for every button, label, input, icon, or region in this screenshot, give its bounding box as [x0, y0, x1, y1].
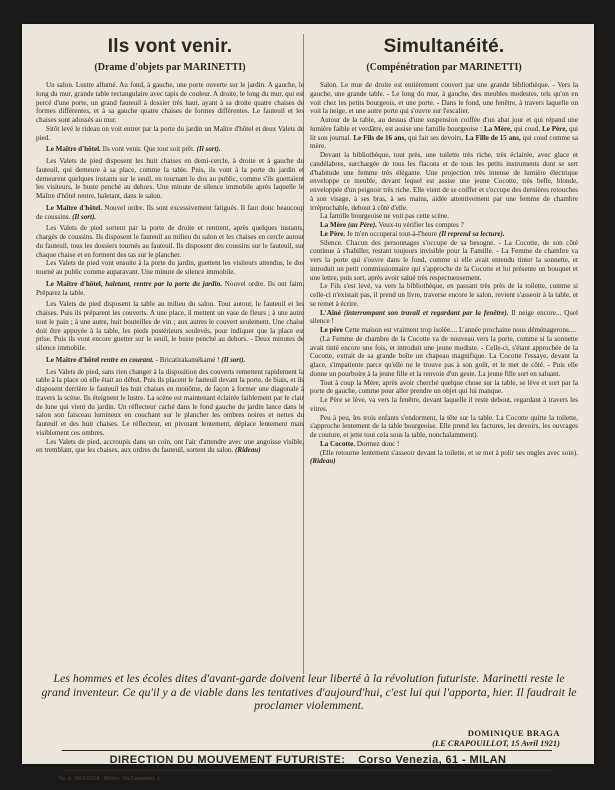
- play-text-left: [36, 81, 304, 455]
- left-column: [36, 36, 304, 455]
- stage-direction: (Il sort).: [196, 145, 221, 154]
- paragraph: [310, 151, 578, 212]
- paragraph-text: Autour de la table, au dessus d'une suspension coiffée d'un abat jour et qui répand une lumière faible et verdâtre, est assise une famille bourgeoise :: [310, 116, 578, 133]
- paragraph: [36, 157, 304, 201]
- paragraph-text: Il neige encore... Quel silence !: [310, 308, 578, 326]
- stage-direction: haletant, rentre par la porte du jardin.: [102, 279, 223, 288]
- paragraph-text: qui lit son journal.: [310, 124, 579, 142]
- stage-direction: (au Père).: [346, 221, 378, 229]
- paragraph-text: Ils vont venir. Que tout soit prêt.: [100, 145, 197, 154]
- stage-direction: (Il sort).: [72, 212, 97, 221]
- paragraph-text: qui coud comme sa mère.: [310, 133, 578, 151]
- stage-direction: (Il reprend sa lecture).: [438, 229, 505, 238]
- paragraph-text: Un salon. Lustre allumé. Au fond, à gauche, une porte ouverte sur le jardin. A gauche, le long du mur, grande table rectangulaire avec tapis de couleur. A droite, le long du mur, qui est percé d'une porte, un grand fauteuil à dossier très haut, ayant à sa droite quatre chaises de formes différentes, et à sa gauche quatre chaises de formes différentes. Le fauteuil et les chaises sont adossés au mur.: [36, 81, 304, 124]
- paragraph-text: Je m'en occuperai tout-à-l'heure: [345, 229, 439, 238]
- stage-direction: (Rideau): [234, 446, 261, 455]
- paragraph-text: (Elle retourne lentement s'asseoir devant la toilette, et se met à polir ses ongles avec soin).: [320, 448, 578, 457]
- direction-address: Corso Venezia, 61: [358, 754, 459, 766]
- paragraph: [310, 116, 578, 151]
- paragraph-text: Peu à peu, les trois enfants s'endorment, la tête sur la table. La Cocotte quitte la toilette, s'approche lentement de la table bourgeoise. Elle prend les factures, les devoirs, les ouvrages de couture, et jette tout cela sous la table, nonchalamment).: [310, 413, 578, 439]
- paragraph: [36, 125, 304, 143]
- paragraph: [310, 230, 578, 239]
- stage-direction: (interrompant son travail et regardant par la fenêtre).: [340, 308, 509, 317]
- paragraph-text: Silence. Chacun des personnages s'occupe de sa besogne. - La Cocotte, de son côté continue à s'habiller, restant toujours invisible pour la Famille. - La Femme de chambre va vers la porte qui s'ouvre dans le fond, comme si elle avait entendu tinter la sonnette, et introduit un petit commissionnaire qui s'approche de la Cocotte et lui présente un bouquet et une lettre, puis sort, après avoir salué très respectueusement.: [310, 238, 578, 282]
- play-text-right: [310, 81, 578, 466]
- paragraph-text: - Bricatirakamékamé !: [153, 355, 222, 364]
- speaker-name: Le Maître d'hôtel.: [46, 145, 101, 154]
- stage-direction: (Il sort).: [221, 355, 246, 364]
- paragraph: [310, 221, 578, 230]
- speaker-name: L'Aîné: [320, 308, 341, 317]
- direction-city: MILAN: [469, 754, 507, 766]
- paragraph: [310, 309, 578, 327]
- paragraph: [36, 81, 304, 125]
- paragraph: [310, 282, 578, 308]
- paragraph-text: Les Valets de pied sortent par la porte de droite et rentrent, après quelques instants, chargés de coussins. Ils disposent le fauteuil au milieu du salon et les chaises en cercle autour du fauteuil, tous les dossiers tournés au fauteuil. Ils disposent des coussins sur le fauteuil, sur chaque chaise et en forment des tas sur le plancher.: [36, 224, 304, 259]
- rule-top: [62, 750, 552, 751]
- paragraph-text: Nouvel ordre. Ils sont excessivement fatigués. Il faut donc beaucoup de coussins.: [36, 203, 304, 221]
- speaker-name: La Mère,: [483, 124, 512, 133]
- speaker-name: Le Père.: [320, 229, 346, 238]
- paragraph-text: Les Valets de pied disposent la table au milieu du salon. Tout autour, le fauteuil et les chaises. Puis ils préparent les couverts. A une place, il mettent un vase de fleurs ; à une autre tout le pain ; à une autre, huit bouteilles de vin ; aux autres le couvert seulement. Une chaise doit être appuyée à la table, les pieds postérieurs soulevés, pour indiquer que la place est prise. Puis ils vont encore guetter sur le seuil, le buste penché au dehors. - Deux minutes de silence immobile.: [36, 300, 304, 352]
- play-title-right: Simultanéité.: [383, 36, 505, 57]
- paragraph: [310, 326, 578, 335]
- paragraph-text: Dormez donc !: [355, 439, 400, 448]
- paragraph-text: Sitôt levé le rideau on voit entrer par la porte du jardin un Maître d'hôtel et deux Valets de pied.: [36, 124, 304, 142]
- stage-direction: rentre en courant.: [99, 355, 154, 364]
- play-subtitle-left: (Drame d'objets par MARINETTI): [94, 62, 246, 73]
- paragraph-text: Veux-tu vérifier les comptes ?: [377, 221, 464, 229]
- right-column: [310, 36, 578, 466]
- printer-credit: Tip. A. TAVEGGIA - Milano, Via Cappellari, 1: [58, 776, 161, 782]
- speaker-name: Le Fils de 16 ans,: [353, 133, 407, 142]
- paragraph: [36, 259, 304, 277]
- paragraph: [310, 335, 578, 379]
- speaker-name: Le Maître d'hôtel,: [46, 279, 103, 288]
- paragraph-text: Les Valets de pied vont ensuite à la porte du jardin, guettent les visiteurs attendus, le dos tourné au public comme auparavant. Une minute de silence immobile.: [36, 259, 304, 276]
- paragraph: [36, 224, 304, 259]
- braga-quote: Les hommes et les écoles dites d'avant-garde doivent leur liberté à la révolution futuriste. Marinetti reste le grand inventeur. Ce qu'il y a de viable dans les tentatives d'aujourd'hui, c'est lui qui l'apporta, hier. Il faudrait le proclamer violemment.: [41, 671, 577, 713]
- speaker-name: La Cocotte.: [320, 439, 356, 448]
- paragraph: [36, 280, 304, 298]
- signature-name: DOMINIQUE BRAGA: [467, 728, 560, 738]
- paragraph-text: Les Valets de pied, accroupis dans un coin, ont l'air d'attendre avec une angoisse visible, en tremblant, que les chaises, aux ordres du fauteuil, sortent du salon.: [36, 437, 304, 455]
- paragraph-text: Devant la bibliothèque, tout près, une toilette très riche, très éclairée, avec glace et candélabres, surchargée de tous les flacons et de tous les petits instruments dont se sert d'habitude une femme très élégante. Une projection très intense de lumière électrique enveloppe ce meuble, devant lequel est assise une jeune Cocotte, très belle, blonde, enveloppée d'un peignoir très riche. Elle vient de se coiffer et s'occupe des dernières retouches à son visage, à ses bras, à ses mains, aidée attentivement par une femme de chambre irréprochable, debout à côté d'elle.: [310, 151, 578, 212]
- paragraph: [310, 396, 578, 414]
- play-title-left: Ils vont venir.: [107, 36, 233, 57]
- paragraph: [310, 414, 578, 440]
- paragraph-text: qui fait ses devoirs,: [406, 133, 466, 142]
- paragraph: [36, 438, 304, 456]
- paragraph: [36, 145, 304, 154]
- paragraph-text: (La Femme de chambre de la Cocotte va de nouveau vers la porte, comme si la sonnette avait tinté encore une fois, et introduit une jeune modiste. - Celle-ci, s'étant approchée de la Cocotte, extrait de sa grande boîte un chapeau magnifique. La Cocotte l'essaye, devant la glace, s'impatiente parce qu'elle ne le trouve pas à son goût, et le met de côté. - Puis elle donne un pourboire à la jeune fille et la renvoie d'un geste. La jeune fille sort en saluant.: [310, 334, 578, 378]
- play-subtitle-right: (Compénétration par MARINETTI): [366, 62, 522, 73]
- signature-source: (LE CRAPOUILLOT, 15 Avril 1921): [432, 737, 560, 748]
- paragraph-text: Nouvel ordre. Ils ont faim. Préparez la table.: [36, 279, 304, 297]
- paragraph: [310, 81, 578, 116]
- paragraph-text: Les Valets de pied, sans rien changer à la disposition des couverts remettent rapidement la table à la place où elle était au début. Puis ils placent le fauteuil devant la porte, de biais, et ils disposent derrière le fauteuil les huit chaises en monôme, de façon à former une diagonale à travers la scène. Ils éteignent le lustre. La scène est maintenant éclairée faiblement par le clair de lune qui vient du jardin. Un réflecteur caché dans le fond gauche du jardin lance dans le salon son faisceau lumineux en couchant sur le plancher les ombres noires et nettes du fauteuil et des huit chaises. Le réflecteur, en pivotant lentement, déplace lentement mais visiblement ces ombres.: [36, 367, 304, 437]
- direction-line: DIRECTION DU MOUVEMENT FUTURISTE: Corso Venezia, 61 - MILAN: [109, 754, 507, 766]
- paragraph-text: qui coud,: [511, 124, 542, 133]
- speaker-name: Le Maître d'hôtel.: [46, 203, 102, 212]
- paragraph-text: Les Valets de pied disposent les huit chaises en demi-cercle, à droite et à gauche du fauteuil, qui demeure à sa place, comme la table. Puis, ils vont à la porte du jardin et demeurent quelques instants sur le seuil, en tournant le dos au public, comme s'ils guettaient les visiteurs, le buste penché au dehors. Une minute de silence immobile après laquelle le Maître d'hôtel rentre, haletant, dans le salon.: [36, 157, 304, 200]
- paragraph: [310, 212, 578, 221]
- printed-page: [22, 24, 594, 782]
- paragraph-text: Tout à coup la Mère, après avoir cherché quelque chose sur la table, se lève et sort par la porte de gauche, comme pour aller prendre un objet qui lui manque.: [310, 378, 578, 396]
- paragraph: [36, 356, 304, 365]
- quote-signature: [432, 729, 560, 748]
- paragraph: [36, 300, 304, 353]
- paragraph: [310, 440, 578, 449]
- paragraph-text: Le Père se lève, va vers la fenêtre, devant laquelle il reste debout, regardant à travers les vitres.: [310, 396, 578, 413]
- paragraph: [310, 449, 578, 467]
- stage-direction: (Rideau): [310, 457, 336, 466]
- paragraph: [36, 204, 304, 222]
- paragraph: [310, 239, 578, 283]
- speaker-name: La Mère: [320, 221, 347, 229]
- paragraph-text: Salon. Le mur de droite est entièrement couvert par une grande bibliothèque. - Vers la gauche, une grande table. - Le long du mur, à gauche, des meubles modestes, tels qu'on en voit chez les petits bourgeois, et une porte. - Dans le fond, une fenêtre, à travers laquelle on voit la neige, et une autre porte qui s'ouvre sur l'escalier.: [310, 81, 578, 116]
- speaker-name: La Fille de 15 ans,: [465, 133, 521, 142]
- paragraph-text: Le Fils s'est levé, va vers la bibliothèque, en passant très près de la toilette, comme si celle-ci n'existait pas, il prend un livre, traverse encore le salon, revient s'asseoir à la table, et se remet à écrire.: [310, 282, 578, 308]
- direction-label: DIRECTION DU MOUVEMENT FUTURISTE:: [109, 754, 346, 766]
- rule-bottom: [62, 770, 552, 771]
- speaker-name: Le Père,: [541, 124, 568, 133]
- speaker-name: Le Maître d'hôtel: [46, 355, 100, 364]
- paragraph-text: La famille bourgeoise ne voit pas cette scène.: [320, 212, 450, 221]
- speaker-name: Le père: [320, 326, 343, 334]
- paragraph: [36, 368, 304, 438]
- paragraph-text: Cette maison est vraiment trop isolée.... L'année prochaine nous déménagerons....: [342, 326, 576, 334]
- paragraph: [310, 379, 578, 397]
